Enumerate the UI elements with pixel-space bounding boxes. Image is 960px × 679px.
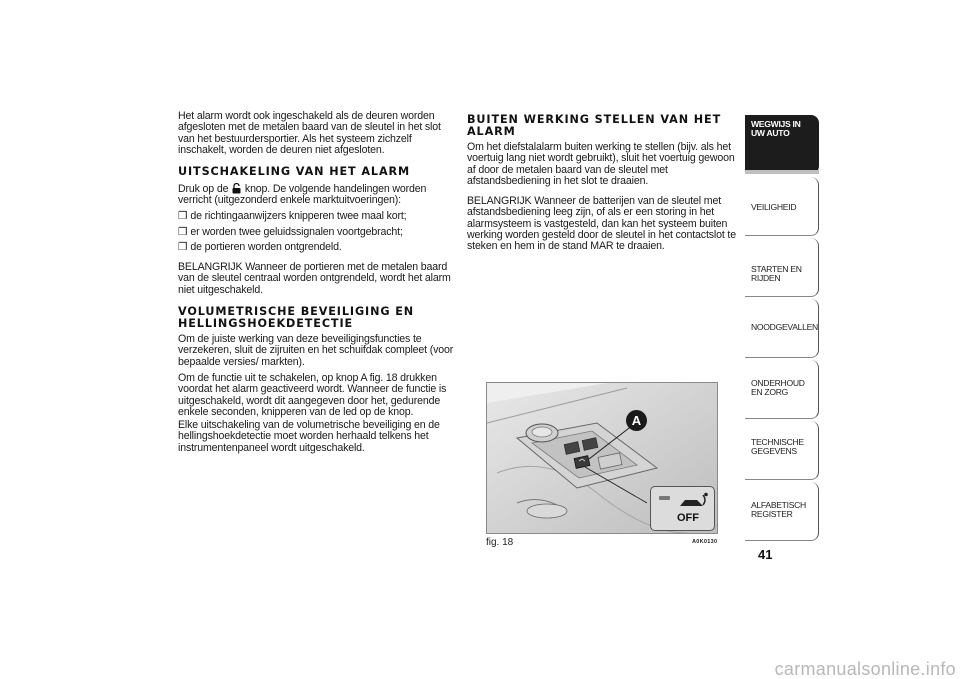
checkbox-bullet-icon: ❒ bbox=[178, 225, 188, 238]
watermark: carmanualsonline.info bbox=[774, 659, 956, 679]
figure-caption: fig. 18 bbox=[486, 537, 514, 548]
tab-onderhoud-en-zorg[interactable]: ONDERHOUD EN ZORG bbox=[745, 360, 819, 419]
tab-technische-gegevens[interactable]: TECHNISCHE GEGEVENS bbox=[745, 421, 819, 480]
volumetric-paragraph-2: Om de functie uit te schakelen, op knop A fig. 18 drukken voordat het alarm geactiveerd wordt. Wanneer de functie is uitgeschakeld, wordt dit aangegeven door het, gedurende enkele seconden, knipperen van de led op de knop. bbox=[178, 371, 447, 418]
disarm-heading: UITSCHAKELING VAN HET ALARM bbox=[178, 165, 411, 179]
deactivate-important-note: BELANGRIJK Wanneer de batterijen van de sleutel met afstandsbediening leeg zijn, of als er een storing in het alarmsysteem is vastgesteld, dan kan het systeem buiten werking worden gesteld door de sleutel in het contactslot te steken en hem in de stand MAR te draaien. bbox=[467, 195, 736, 253]
checkbox-bullet-icon: ❒ bbox=[178, 240, 188, 253]
tab-alfabetisch-register[interactable]: ALFABETISCH REGISTER bbox=[745, 482, 819, 541]
figure-code: A0K0130 bbox=[692, 539, 718, 545]
list-item: ❒ de portieren worden ontgrendeld. bbox=[178, 240, 342, 253]
list-item: ❒ de richtingaanwijzers knipperen twee maal kort; bbox=[178, 210, 407, 223]
button-led bbox=[659, 496, 670, 500]
tab-wegwijs-in-uw-auto[interactable]: WEGWIJS IN UW AUTO bbox=[745, 115, 819, 174]
tab-noodgevallen[interactable]: NOODGEVALLEN bbox=[745, 299, 819, 358]
disarm-text-before: Druk op de bbox=[178, 182, 229, 195]
left-column bbox=[178, 111, 454, 459]
deactivate-paragraph: Om het diefstalalarm buiten werking te stellen (bijv. als het voertuig lang niet wordt gebruikt), sluit het voertuig gewoon af door de metalen baard van de sleutel met afstandsbediening in het slot te draaien. bbox=[467, 141, 735, 187]
unlock-icon bbox=[232, 183, 241, 194]
volumetric-paragraph-1: Om de juiste werking van deze beveiligingsfuncties te verzekeren, sluit de zijruiten en het schuifdak compleet (voor bepaalde versies/ markten). bbox=[178, 333, 454, 368]
disarm-paragraph bbox=[178, 183, 454, 207]
checkbox-bullet-icon: ❒ bbox=[178, 210, 188, 223]
off-button-detail bbox=[650, 486, 715, 531]
disarm-text-after: knop. De volgende handelingen worden verricht (uitgezonderd enkele marktuitvoeringen): bbox=[178, 182, 427, 206]
deactivate-heading: BUITEN WERKING STELLEN VAN HET ALARM bbox=[467, 113, 722, 138]
figure-18-illustration bbox=[486, 382, 718, 534]
chapter-tabs bbox=[745, 115, 819, 543]
off-label: OFF bbox=[677, 512, 699, 524]
list-item: ❒ er worden twee geluidssignalen voortgebracht; bbox=[178, 225, 403, 238]
volumetric-heading: VOLUMETRISCHE BEVEILIGING EN HELLINGSHOEKDETECTIE bbox=[178, 305, 415, 330]
volumetric-paragraph-3: Elke uitschakeling van de volumetrische beveiliging en de hellingshoekdetectie moet worden herhaald telkens het instrumentenpaneel wordt uitgeschakeld. bbox=[178, 419, 440, 454]
page-number: 41 bbox=[758, 547, 773, 562]
callout-label-a: A bbox=[626, 410, 647, 431]
important-note: BELANGRIJK Wanneer de portieren met de metalen baard van de sleutel centraal worden ontgrendeld, wordt het alarm niet uitgeschakeld. bbox=[178, 261, 451, 296]
intro-paragraph: Het alarm wordt ook ingeschakeld als de deuren worden afgesloten met de metalen baard van de sleutel in het slot van het bestuurdersportier. Als het systeem zichzelf inschakelt, worden de deuren niet afgesloten. bbox=[178, 110, 441, 156]
tab-veiligheid[interactable]: VEILIGHEID bbox=[745, 177, 819, 236]
right-column bbox=[467, 111, 742, 258]
tab-starten-en-rijden[interactable]: STARTEN EN RIJDEN bbox=[745, 238, 819, 297]
